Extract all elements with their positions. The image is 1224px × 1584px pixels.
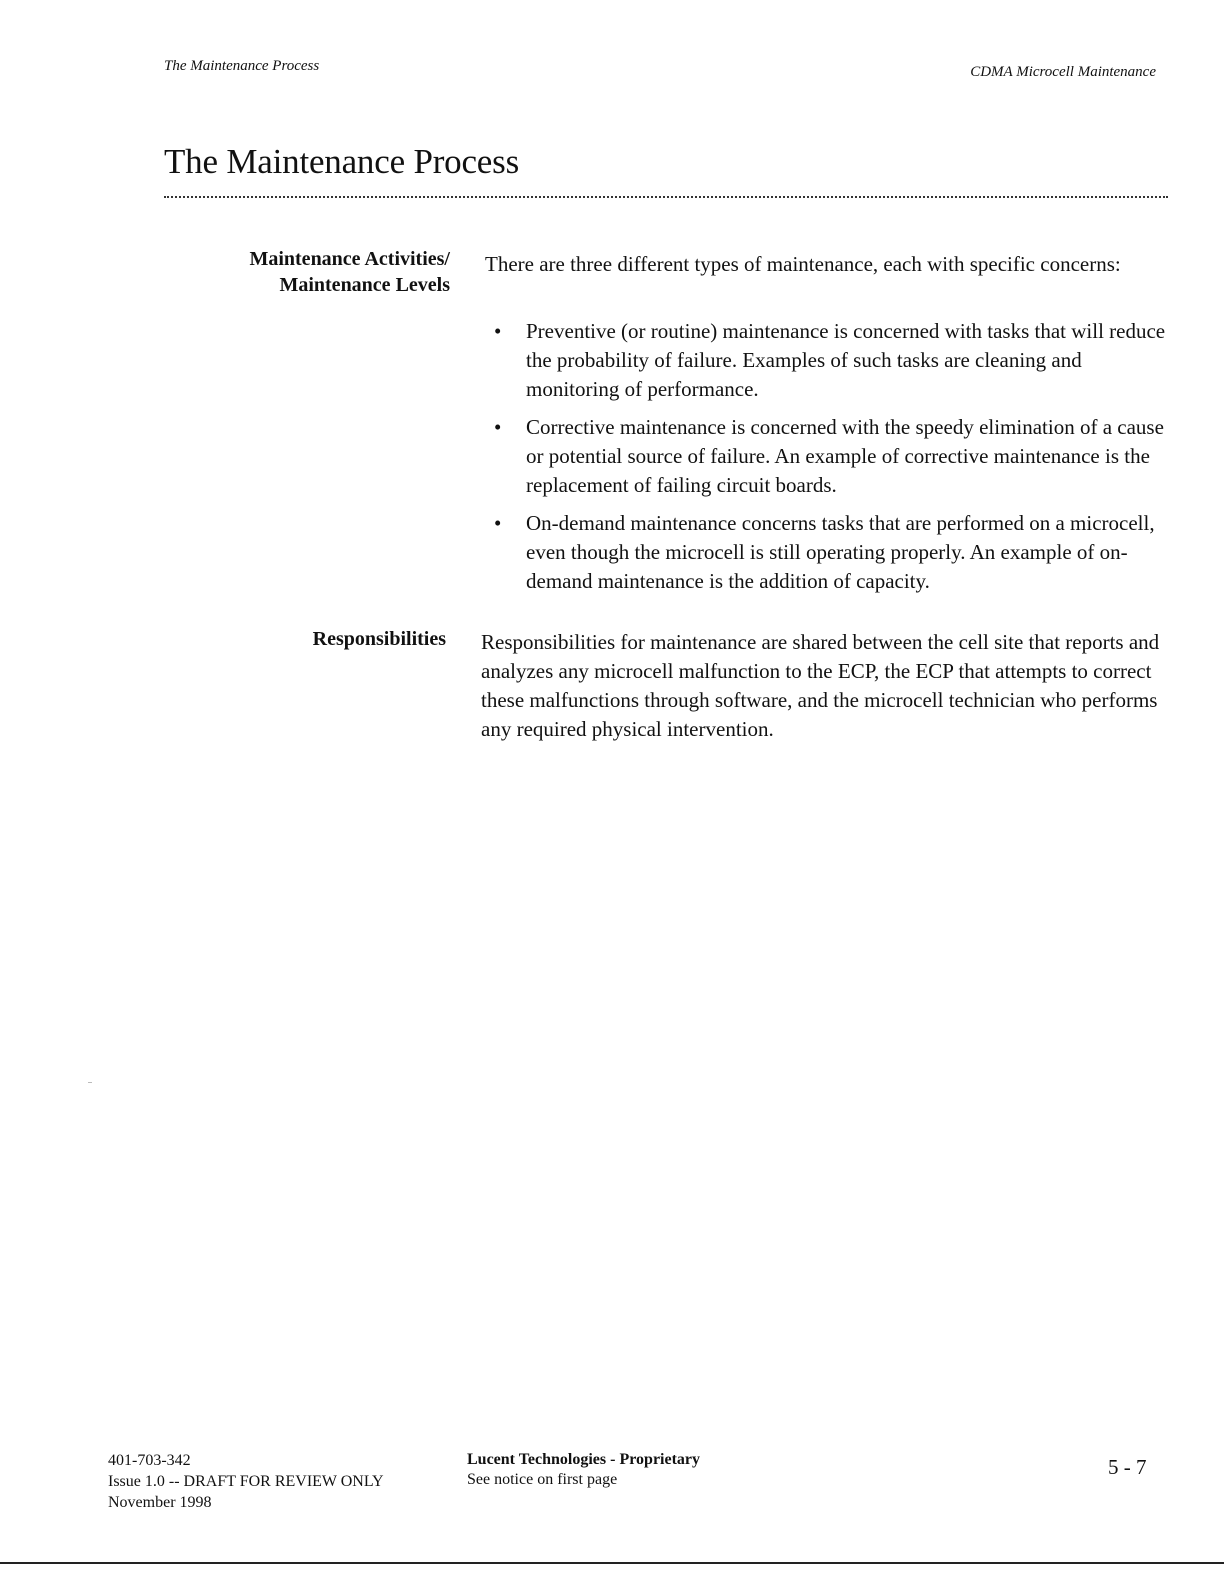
running-header-right: CDMA Microcell Maintenance	[970, 64, 1156, 80]
footer-doc-number: 401-703-342	[108, 1452, 191, 1469]
footer-date: November 1998	[108, 1494, 212, 1511]
footer-company: Lucent Technologies - Proprietary	[467, 1451, 701, 1468]
bullet-icon: •	[494, 511, 502, 535]
footer-divider	[0, 1562, 1224, 1564]
scan-speck	[88, 1082, 92, 1083]
bullet-icon: •	[494, 319, 502, 343]
list-item-text: Corrective maintenance is concerned with the speedy elimination of a cause or potential source of failure. An example of corrective maintenance is the replacement of failing circuit boards.	[526, 415, 1164, 497]
list-item-text: Preventive (or routine) maintenance is concerned with tasks that will reduce the probability of failure. Examples of such tasks are cleaning and monitoring of performance.	[526, 319, 1166, 401]
bullet-icon: •	[494, 415, 502, 439]
footer-notice: See notice on first page	[467, 1471, 618, 1488]
responsibilities-paragraph: Responsibilities for maintenance are shared between the cell site that reports and analyzes any microcell malfunction to the ECP, the ECP that attempts to correct these malfunctions through software, and the microcell technician who performs any required physical intervention.	[481, 630, 1160, 741]
list-item-preventive	[485, 317, 1175, 404]
list-item-text: On-demand maintenance concerns tasks that are performed on a microcell, even though the microcell is still operating properly. An example of on-demand maintenance is the addition of capacity.	[526, 511, 1155, 593]
footer-document-info	[108, 1450, 384, 1513]
running-header-left: The Maintenance Process	[164, 58, 320, 74]
footer-issue: Issue 1.0 -- DRAFT FOR REVIEW ONLY	[108, 1473, 384, 1490]
maintenance-types-intro: There are three different types of maintenance, each with specific concerns:	[485, 252, 1121, 276]
page-title: The Maintenance Process	[164, 142, 519, 181]
list-item-corrective	[485, 413, 1175, 500]
title-divider	[164, 196, 1168, 198]
side-head-line-1: Maintenance Activities/	[249, 248, 450, 270]
footer-proprietary-notice	[467, 1450, 700, 1490]
side-head-maintenance-activities	[180, 246, 450, 298]
maintenance-types-list	[485, 317, 1175, 605]
side-head-responsibilities: Responsibilities	[312, 628, 446, 650]
list-item-on-demand	[485, 509, 1175, 596]
page-number: 5 - 7	[1108, 1455, 1147, 1479]
side-head-line-2: Maintenance Levels	[279, 274, 450, 296]
